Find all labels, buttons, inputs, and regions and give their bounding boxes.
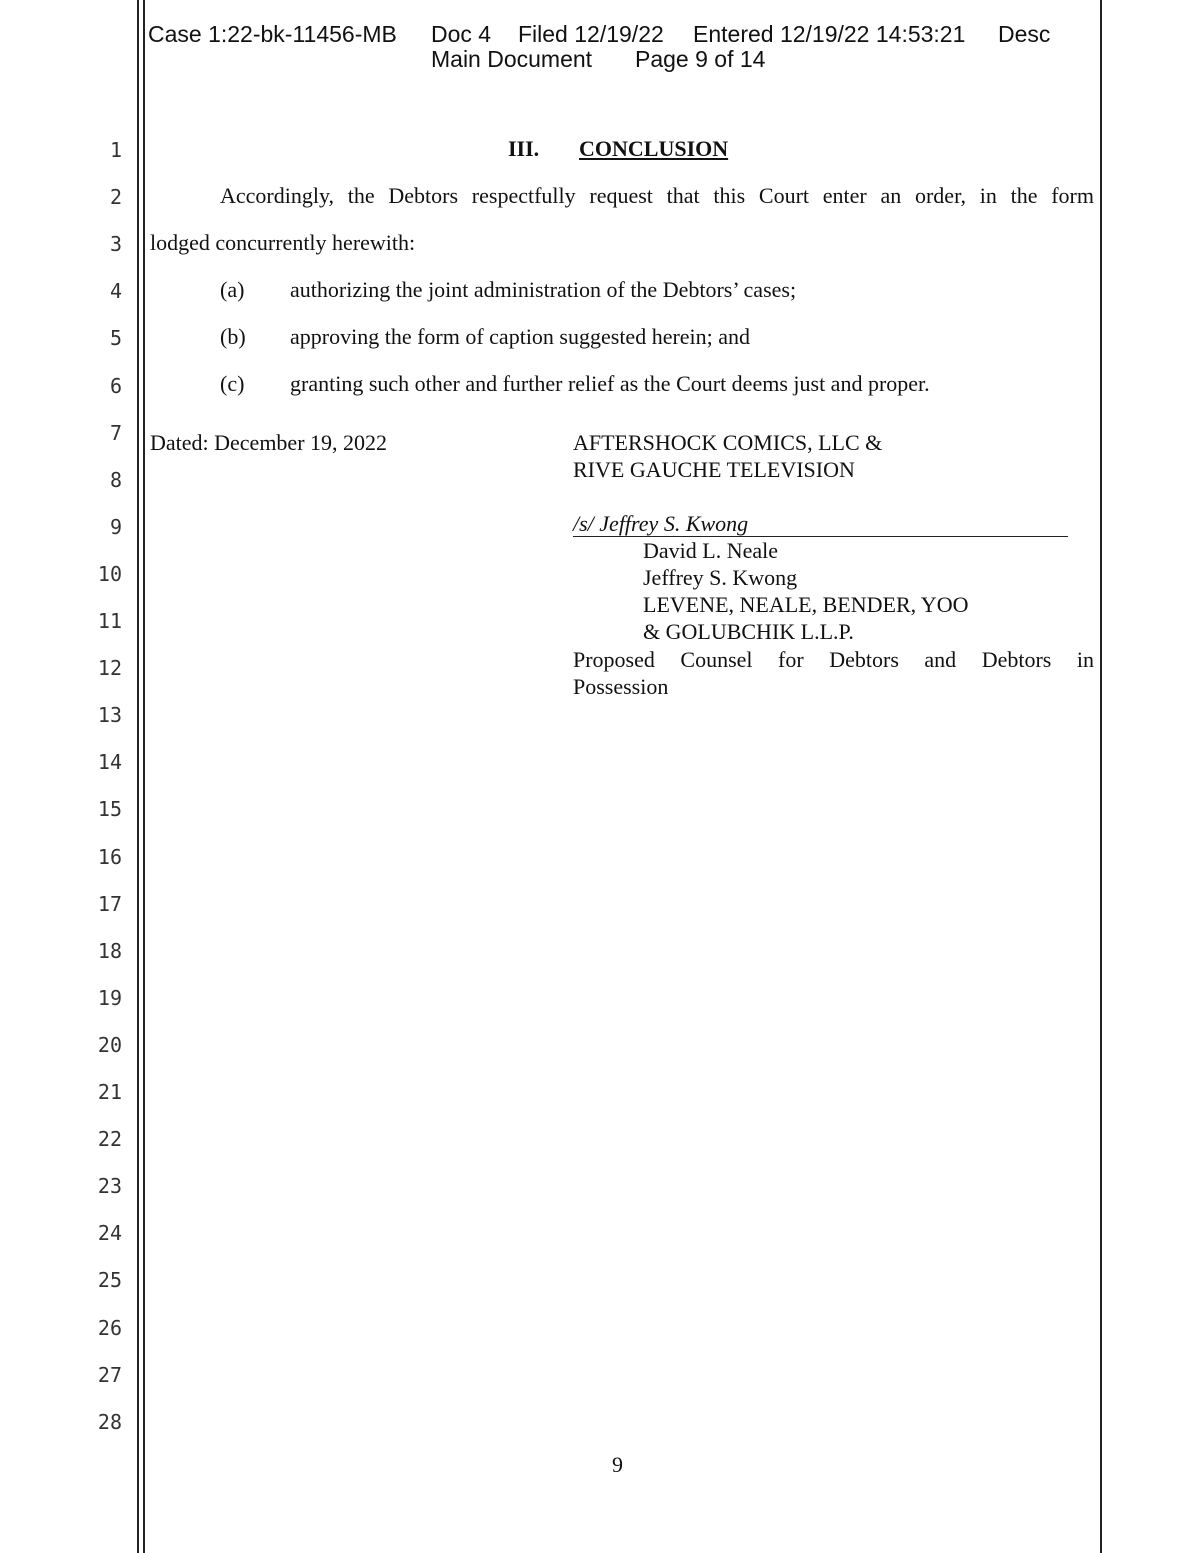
line-number: 9: [109, 514, 122, 539]
line-number: 7: [109, 420, 122, 445]
client-name-line-2: RIVE GAUCHE TELEVISION: [573, 457, 855, 482]
header-case-number: Case 1:22-bk-11456-MB: [148, 21, 397, 47]
line-number: 6: [109, 373, 122, 398]
line-number: 4: [109, 279, 122, 304]
line-number: 16: [97, 844, 122, 869]
line-number: 25: [97, 1268, 122, 1293]
item-text-b: approving the form of caption suggested herein; and: [290, 324, 751, 349]
dated-line: Dated: December 19, 2022: [150, 430, 388, 455]
section-title: CONCLUSION: [579, 136, 729, 161]
counsel-name-1: David L. Neale: [643, 538, 778, 563]
item-label-c: (c): [220, 371, 245, 396]
line-number: 5: [109, 326, 122, 351]
line-number: 1: [109, 138, 122, 162]
signature-line: /s/ Jeffrey S. Kwong: [573, 511, 1068, 537]
line-number: 24: [97, 1221, 122, 1246]
line-number: 19: [97, 985, 122, 1010]
line-number: 27: [97, 1362, 122, 1387]
line-number: 26: [97, 1315, 122, 1340]
page-number: 9: [612, 1452, 623, 1477]
paragraph-line-1: Accordingly, the Debtors respectfully request that this Court enter an order, in the form: [220, 183, 1094, 208]
line-number: 22: [97, 1127, 122, 1152]
right-margin-rule: [1100, 0, 1102, 1553]
line-number: 14: [97, 750, 122, 775]
header-page-count: Page 9 of 14: [635, 46, 766, 72]
item-text-c: granting such other and further relief as the Court deems just and proper.: [290, 371, 930, 396]
client-name-line-1: AFTERSHOCK COMICS, LLC &: [573, 430, 883, 455]
line-number: 28: [97, 1409, 122, 1434]
section-number: III.: [508, 136, 540, 161]
line-number: 18: [97, 938, 122, 963]
paragraph-line-2: lodged concurrently herewith:: [150, 230, 416, 255]
line-number: 12: [97, 656, 122, 681]
header-main-document: Main Document: [431, 46, 593, 72]
counsel-name-2: Jeffrey S. Kwong: [643, 565, 798, 590]
line-number: 20: [97, 1032, 122, 1057]
item-label-a: (a): [220, 277, 245, 302]
law-firm-line-2: & GOLUBCHIK L.L.P.: [643, 619, 854, 644]
law-firm-line-1: LEVENE, NEALE, BENDER, YOO: [643, 592, 969, 617]
header-filed-date: Filed 12/19/22: [518, 21, 664, 47]
header-desc: Desc: [998, 21, 1051, 47]
line-number: 13: [97, 703, 122, 728]
proposed-counsel-line: Proposed Counsel for Debtors and Debtors in: [573, 647, 1094, 672]
item-label-b: (b): [220, 324, 246, 349]
left-margin-rule: [137, 0, 139, 1553]
possession-line: Possession: [573, 674, 669, 699]
header-doc-number: Doc 4: [431, 21, 492, 47]
item-text-a: authorizing the joint administration of the Debtors’ cases;: [290, 277, 797, 302]
line-number: 15: [97, 797, 122, 822]
line-number: 21: [97, 1080, 122, 1104]
left-margin-rule-inner: [143, 0, 145, 1553]
line-number: 8: [109, 467, 122, 492]
line-number: 11: [97, 609, 122, 633]
line-number: 2: [109, 185, 122, 210]
line-number: 3: [109, 232, 122, 257]
header-entered-date: Entered 12/19/22 14:53:21: [693, 21, 966, 47]
line-number: 10: [97, 561, 122, 586]
line-number: 23: [97, 1174, 122, 1199]
line-number: 17: [97, 891, 122, 916]
